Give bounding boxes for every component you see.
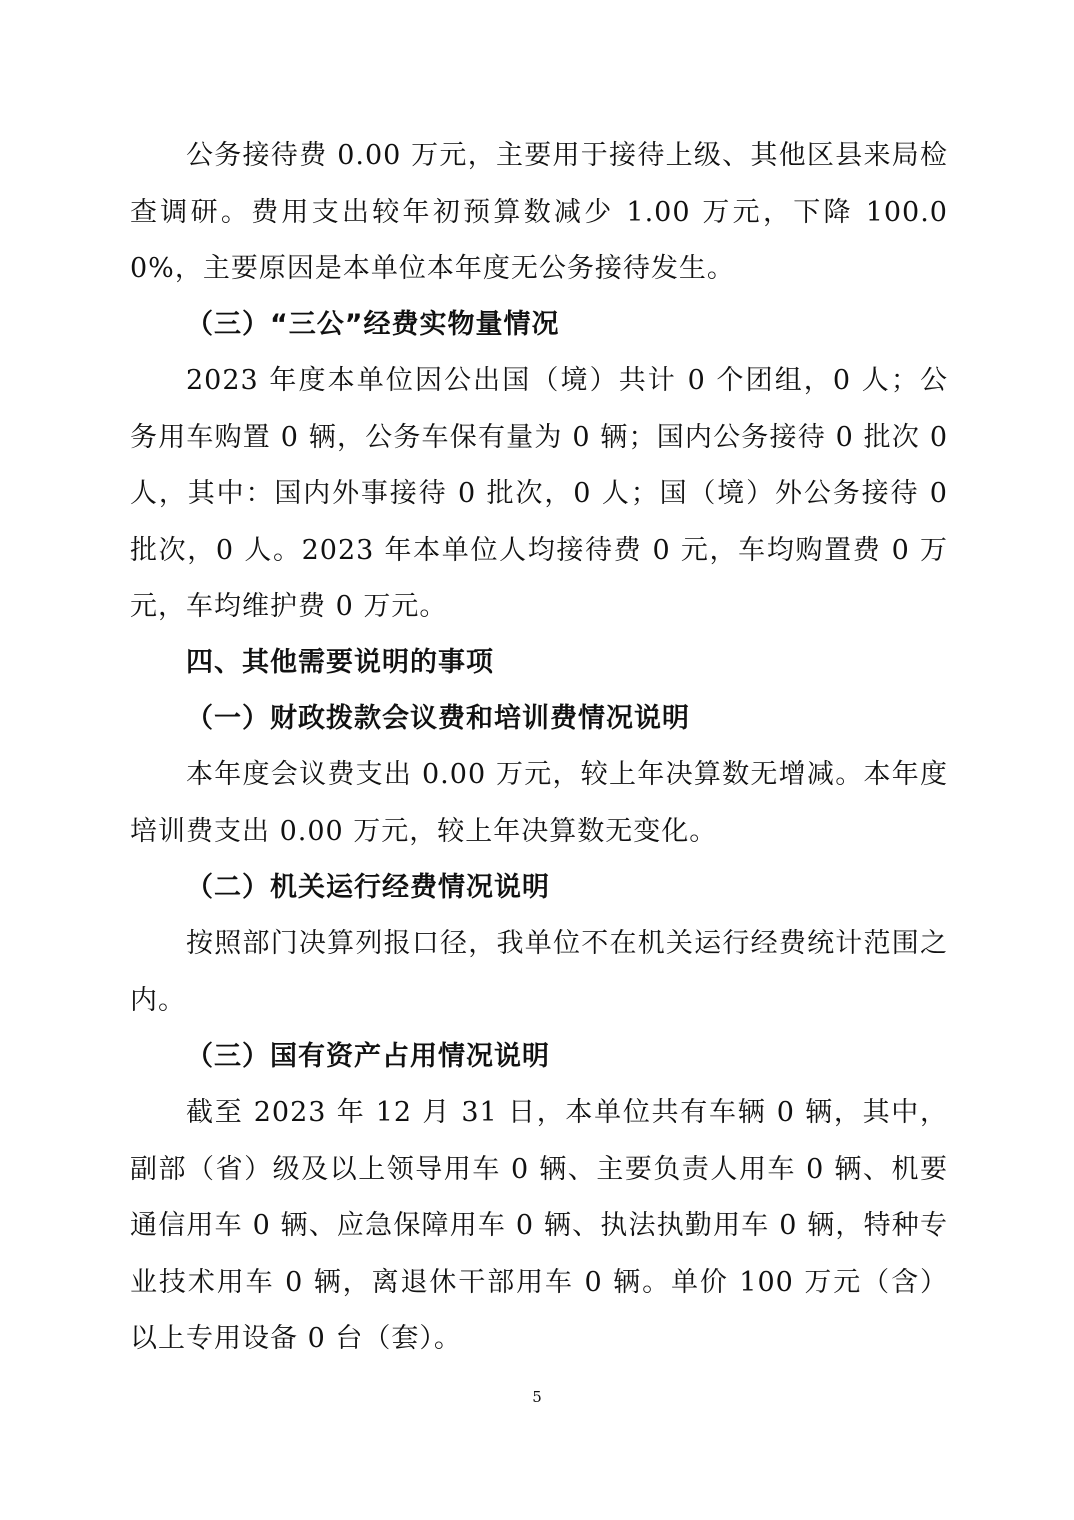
heading-state-assets: （三）国有资产占用情况说明 xyxy=(186,1041,550,1072)
paragraph-state-assets: 截至 2023 年 12 月 31 日，本单位共有车辆 0 辆，其中，副部（省）级及以上领导用车 0 辆、主要负责人用车 0 辆、机要通信用车 0 辆、应急保障用车 0 辆、执法执勤用车 0 辆，特种专业技术用车 0 辆，离退休干部用车 0 辆。单价 100 万元（含）以上专用设备 0 台（套）。 xyxy=(130,1097,948,1354)
page-number: 5 xyxy=(532,1388,542,1406)
heading-three-public-quantity: （三）“三公”经费实物量情况 xyxy=(186,309,560,340)
paragraph-reception-expense: 公务接待费 0.00 万元，主要用于接待上级、其他区县来局检查调研。费用支出较年初预算数减少 1.00 万元，下降 100.00%，主要原因是本单位本年度无公务接待发生。 xyxy=(130,140,948,284)
heading-meeting-training: （一）财政拨款会议费和培训费情况说明 xyxy=(186,703,690,734)
paragraph-meeting-training: 本年度会议费支出 0.00 万元，较上年决算数无增减。本年度培训费支出 0.00 万元，较上年决算数无变化。 xyxy=(130,759,948,847)
heading-operating-expenses: （二）机关运行经费情况说明 xyxy=(186,872,550,903)
paragraph-operating-expenses: 按照部门决算列报口径，我单位不在机关运行经费统计范围之内。 xyxy=(130,928,948,1016)
heading-other-matters: 四、其他需要说明的事项 xyxy=(186,647,494,678)
paragraph-three-public-quantity: 2023 年度本单位因公出国（境）共计 0 个团组，0 人；公务用车购置 0 辆，公务车保有量为 0 辆；国内公务接待 0 批次 0 人，其中：国内外事接待 0 批次，0 人；国（境）外公务接待 0 批次，0 人。2023 年本单位人均接待费 0 元，车均购置费 0 万元，车均维护费 0 万元。 xyxy=(130,365,948,622)
